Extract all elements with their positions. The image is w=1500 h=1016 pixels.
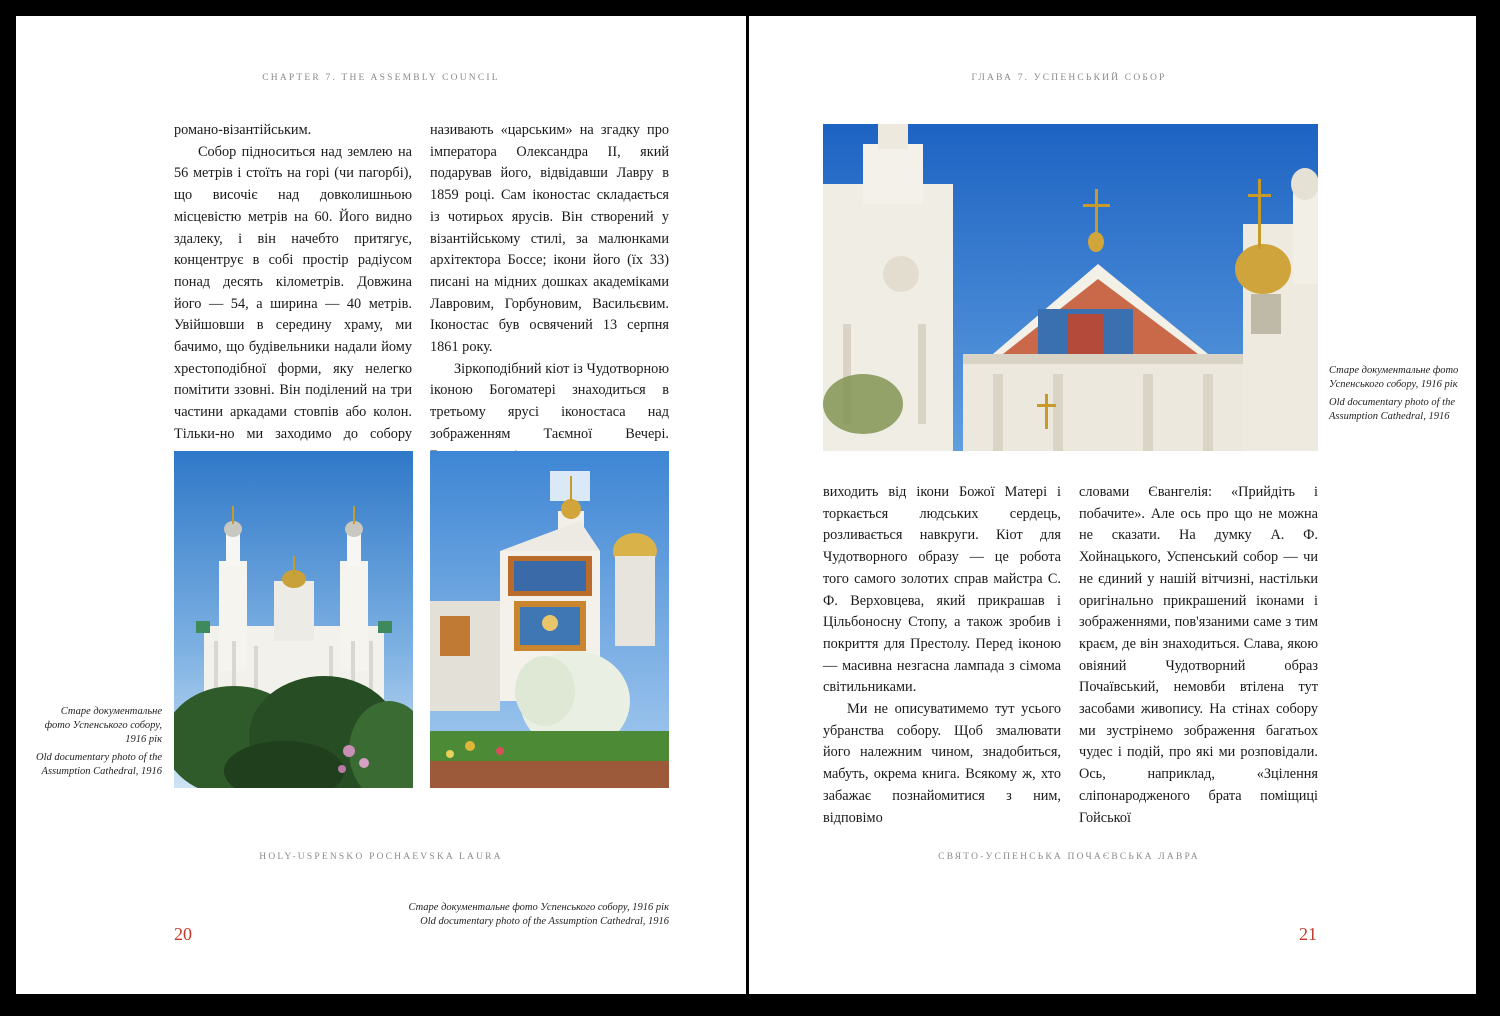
left-text-column-2: [430, 120, 669, 467]
running-foot-left: HOLY-USPENSKO POCHAEVSKA LAURA: [259, 852, 503, 862]
caption-ua: Старе документальне фото Успенського собору, 1916 рік: [1329, 365, 1459, 390]
right-page: [749, 16, 1476, 994]
cathedral-photo-facade: [430, 451, 669, 788]
paragraph: романо-візантійським.: [174, 122, 312, 138]
right-side-caption: [1329, 364, 1459, 424]
right-text-column-2: [1079, 482, 1318, 829]
paragraph: називають «царським» на згадку про імператора Олександра II, який подарував його, відвідавши Лавру в 1859 році. Сам іконостас складається із чотирьох ярусів. Він створений у візантійському стилі, за малюнками архітектора Боссе; ікони його (їх 33) писані на мідних дошках академіками Лавровим, Горбуновим, Васильєвим. Іконостас був освячений 13 серпня 1861 року.: [430, 122, 669, 356]
caption-ua: Старе документальне фото Успенського собору, 1916 рік: [44, 706, 162, 745]
running-head-left: CHAPTER 7. THE ASSEMBLY COUNCIL: [262, 73, 500, 83]
left-bottom-caption: [346, 901, 669, 929]
running-head-right: ГЛАВА 7. УСПЕНСЬКИЙ СОБОР: [971, 73, 1167, 83]
paragraph: Ми не описуватимемо тут усього убранства собору. Щоб змалювати його належним чином, знадобиться, мабуть, окрема книга. Всякому ж, хто забажає познайомитися з ним, відповімо: [823, 701, 1061, 826]
page-number: 20: [174, 924, 192, 944]
paragraph: словами Євангелія: «Прийдіть і побачите». Але ось про що не можна не сказати. На думку А. Ф. Хойнацького, Успенський собор — чи не єдиний у нашій вітчизні, настільки оригінально прикрашений іконами і зображеннями, пов'язаними саме з тим краєм, де він знаходиться. Слава, якою овіяний Чудотворний образ Почаївський, немовби втілена тут засобами живопису. На стінах собору ми зустрінемо зображення багатьох чудес і подій, про які ми розповідали. Ось, наприклад, «Зцілення сліпонародженого брата поміщиці Гойської: [1079, 484, 1318, 826]
cathedral-photo-front: [174, 451, 413, 788]
paragraph: виходить від ікони Божої Матері і торкається людських сердець, розливається навкруги. Кіот для Чудотворного образу — це робота того самого золотих справ майстра С. Ф. Верховцева, який прикрашав і Цільбоносну Стопу, а також зробив і покриття для Престолу. Перед іконою — масивна незгасна лампада з сімома світильниками.: [823, 484, 1061, 696]
caption-en: Old documentary photo of the Assumption Cathedral, 1916: [1329, 397, 1455, 422]
left-side-caption: [36, 705, 162, 779]
caption-en: Old documentary photo of the Assumption Cathedral, 1916: [36, 752, 162, 777]
running-foot-right: СВЯТО-УСПЕНСЬКА ПОЧАЄВСЬКА ЛАВРА: [938, 852, 1200, 862]
paragraph: Собор підноситься над землею на 56 метрів і стоїть на горі (чи пагорбі), що височіє над довколишньою місцевістю метрів на 60. Його видно здалеку, і він начебто притягує, концентрує в собі простір радіусом понад десять кілометрів. Довжина його — 54, а ширина — 40 метрів. Увійшовши в середину храму, ми бачимо, що будівельники надали йому хрестоподібної форми, яку нелегко помітити ззовні. Він поділений на три частини аркадами стовпів або колон. Тільки-но ми заходимо до собору: [174, 143, 412, 442]
right-text-column-1: [823, 482, 1061, 829]
left-text-column-1: [174, 120, 412, 467]
paragraph: Зіркоподібний кіот із Чудотворною іконою Богоматері знаходиться в третьому ярусі іконостаса над зображенням Таємної Вечері.: [430, 360, 669, 442]
page-number: 21: [1299, 924, 1317, 944]
left-page: [16, 16, 746, 994]
caption-ua: Старе документальне фото Успенського собору, 1916 рік: [408, 902, 669, 913]
caption-en: Old documentary photo of the Assumption Cathedral, 1916: [420, 916, 669, 927]
cathedral-photo-domes: [823, 124, 1318, 451]
